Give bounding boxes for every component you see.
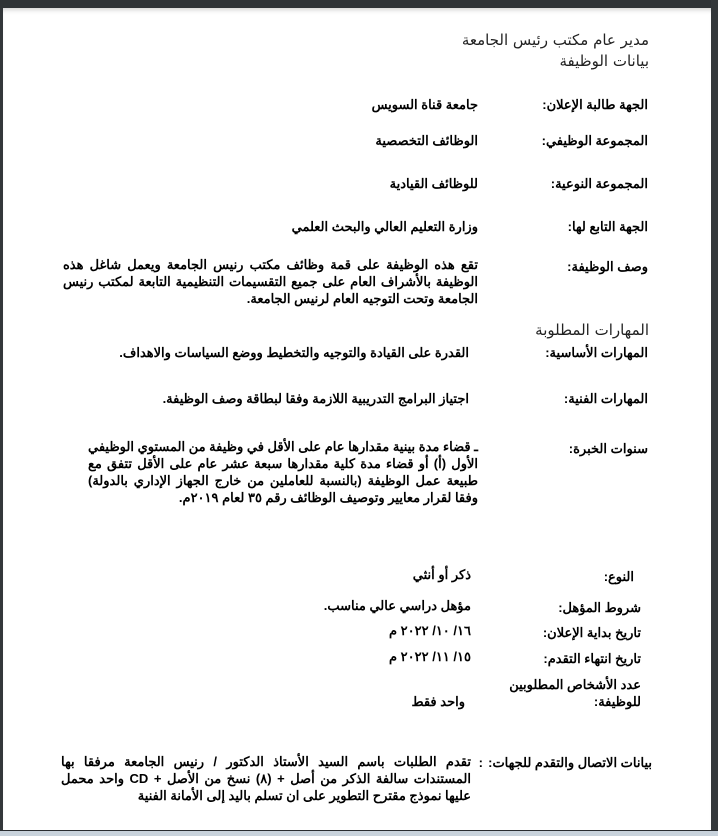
field-value-end-date: ١٥/ ١١/ ٢٠٢٢ م bbox=[388, 649, 471, 664]
field-label-announcing-body: الجهة طالبة الإعلان: bbox=[542, 97, 648, 112]
field-contact-colon: : bbox=[478, 755, 483, 770]
field-label-job-description: وصف الوظيفة: bbox=[567, 259, 648, 274]
field-label-gender: النوع: bbox=[603, 569, 634, 584]
field-value-experience: ـ قضاء مدة بينية مقدارها عام على الأقل في وظيفة من المستوي الوظيفي الأول (أ) أو قضاء مدة كلية مقدارها سبعة عشر عام على الأقل تتفق مع طبيعة عمل الوظيفة (بالنسبة للعاملين من خارج الجهاز الإداري بالدولة) وفقا لقرار معايير وتوصيف الوظائف رقم ٣٥ لعام ٢٠١٩م. bbox=[88, 439, 478, 505]
field-label-basic-skills: المهارات الأساسية: bbox=[545, 345, 648, 360]
field-value-gender: ذكر أو أنثي bbox=[412, 567, 471, 582]
section-heading-job-data: بيانات الوظيفة bbox=[559, 52, 649, 70]
field-value-basic-skills: القدرة على القيادة والتوجيه والتخطيط ووضع السياسات والاهداف. bbox=[119, 345, 469, 360]
field-label-qualification: شروط المؤهل: bbox=[558, 600, 641, 615]
field-value-job-description: تقع هذه الوظيفة على قمة وظائف مكتب رنيس الجامعة ويعمل شاغل هذه الوظيفة بالأشراف العام على جميع التقسيمات التنظيمية التابعة لمكتب رنيس الجامعة وتحت التوجيه العام لرنيس الجامعة. bbox=[63, 257, 479, 306]
field-label-technical-skills: المهارات الفنية: bbox=[563, 391, 648, 406]
field-value-qualification: مؤهل دراسي عالي مناسب. bbox=[323, 598, 471, 613]
field-label-affiliated-body: الجهة التابع لها: bbox=[567, 219, 648, 234]
field-value-affiliated-body: وزارة التعليم العالي والبحث العلمي bbox=[291, 219, 478, 234]
field-label-positions-count-line2: للوظيفة: bbox=[593, 694, 641, 709]
field-label-start-date: تاريخ بداية الإعلان: bbox=[542, 625, 641, 640]
field-value-announcing-body: جامعة قناة السويس bbox=[371, 97, 478, 112]
section-heading-skills: المهارات المطلوبة bbox=[535, 321, 649, 339]
viewer-scrollbar-track[interactable] bbox=[711, 0, 718, 835]
viewer-bottom-bar bbox=[0, 830, 718, 836]
field-value-technical-skills: اجتياز البرامج التدريبية اللازمة وفقا لبطاقة وصف الوظيفة. bbox=[162, 391, 469, 406]
field-label-experience: سنوات الخبرة: bbox=[568, 441, 648, 456]
field-label-contact: بيانات الاتصال والتقدم للجهات: bbox=[488, 755, 652, 770]
field-label-end-date: تاريخ انتهاء التقدم: bbox=[543, 651, 641, 666]
field-value-start-date: ١٦/ ١٠/ ٢٠٢٢ م bbox=[388, 623, 471, 638]
field-label-type-group: المجموعة النوعية: bbox=[550, 176, 648, 191]
field-value-job-group: الوظائف التخصصية bbox=[375, 133, 478, 148]
viewer-top-bar bbox=[0, 0, 718, 8]
document-page bbox=[3, 8, 711, 830]
document-title: مدير عام مكتب رئيس الجامعة bbox=[461, 31, 649, 49]
field-label-positions-count-line1: عدد الأشخاص المطلوبين bbox=[509, 677, 641, 692]
field-value-type-group: للوظائف القيادية bbox=[389, 176, 478, 191]
field-value-positions-count: واحد فقط bbox=[411, 694, 465, 709]
field-label-job-group: المجموعة الوظيفي: bbox=[541, 133, 648, 148]
field-value-contact: تقدم الطلبات باسم السيد الأستاذ الدكتور / رنيس الجامعة مرفقا بها المستندات سالفة الذكر من أصل + (٨) نسخ من الأصل + CD واحد محمل عليها نموذج مقترح التطوير على ان تسلم باليد إلى الأمانة الفنية bbox=[61, 754, 471, 803]
